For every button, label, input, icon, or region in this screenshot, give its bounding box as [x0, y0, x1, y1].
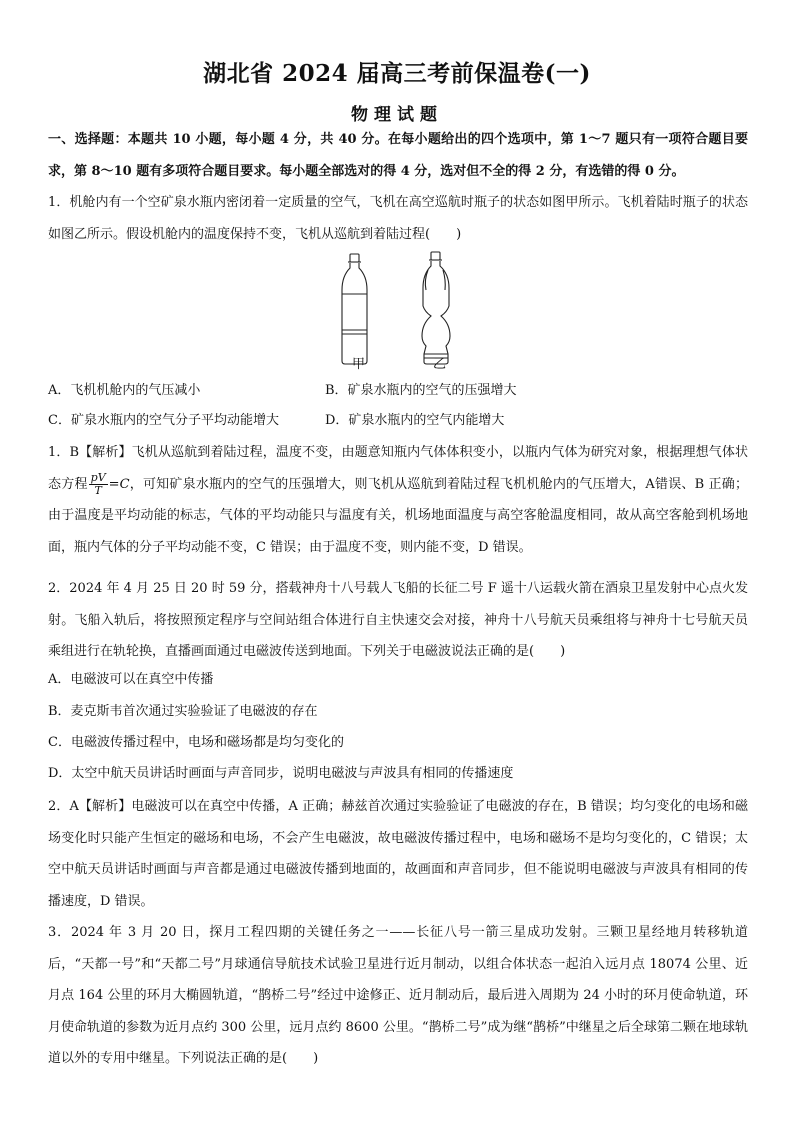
question-1-answer [48, 437, 748, 563]
page-title: 湖北省 2024 届高三考前保温卷(一) [203, 60, 591, 87]
answer-1-part2: ，可知矿泉水瓶内的空气的压强增大，则飞机从巡航到着陆过程飞机机舱内的气压增大，A错误、B 正确；由于温度是平均动能的标志，气体的平均动能只与温度有关，机场地面温度与高空客舱温度相同，故从高空客舱到机场地面，瓶内气体的分子平均动能不变，C 错误；由于温度不变，则内能不变，D 错误。 [48, 476, 748, 555]
question-1-stem: 1．机舱内有一个空矿泉水瓶内密闭着一定质量的空气，飞机在高空巡航时瓶子的状态如图甲所示。飞机着陆时瓶子的状态如图乙所示。假设机舱内的温度保持不变，飞机从巡航到着陆过程( ) [48, 195, 748, 242]
bottle-jia-icon [342, 254, 367, 364]
question-2-option-c: C．电磁波传播过程中，电场和磁场都是均匀变化的 [48, 735, 344, 750]
question-1-options-row-1 [48, 375, 748, 406]
answer-1-part1: 1．B【解析】飞机从巡航到着陆过程，温度不变，由题意知瓶内气体体积变小，以瓶内气体为研究对象，根据理想气体状态方程 [48, 445, 748, 492]
option-b: B．矿泉水瓶内的空气的压强增大 [325, 383, 517, 398]
formula-tail: =C [108, 476, 130, 492]
option-a: A．飞机机舱内的气压减小 [48, 383, 201, 398]
question-2-option-a: A．电磁波可以在真空中传播 [48, 672, 214, 687]
option-c: C．矿泉水瓶内的空气分子平均动能增大 [48, 413, 279, 428]
fraction-numerator: pV [90, 470, 106, 484]
option-d: D．矿泉水瓶内的空气内能增大 [325, 413, 505, 428]
question-2-stem: 2．2024 年 4 月 25 日 20 时 59 分，搭载神舟十八号载人飞船的长征二号 F 遥十八运载火箭在酒泉卫星发射中心点火发射。飞船入轨后，将按照预定程序与空间站组合体进行自主快速交会对接，神舟十八号航天员乘组将与神舟十七号航天员乘组进行在轨轮换，直播画面通过电磁波传送到地面。下列关于电磁波说法正确的是( ) [48, 581, 748, 659]
question-2-option-b: B．麦克斯韦首次通过实验验证了电磁波的存在 [48, 704, 318, 719]
bottle-yi-icon [422, 252, 450, 364]
page-subtitle: 物理试题 [351, 105, 443, 125]
fraction-denominator: T [94, 483, 102, 497]
ideal-gas-fraction [89, 472, 108, 497]
question-1-options-row-2 [48, 405, 748, 436]
figure-label-yi: 乙 [433, 357, 447, 372]
question-3-stem: 3．2024 年 3 月 20 日，探月工程四期的关键任务之一——长征八号一箭三星成功发射。三颗卫星经地月转移轨道后，“天都一号”和“天都二号”月球通信导航技术试验卫星进行近月制动，以组合体状态一起泊入远月点 18074 公里、近月点 164 公里的环月大椭圆轨道，“鹊桥二号”经过中途修正、近月制动后，最后进入周期为 24 小时的环月使命轨道，环月使命轨道的参数为近月点约 300 公里，远月点约 8600 公里。“鹊桥二号”成为继“鹊桥”中继星之后全球第二颗在地球轨道以外的专用中继星。下列说法正确的是( ) [48, 925, 748, 1066]
question-2-option-d: D．太空中航天员讲话时画面与声音同步，说明电磁波与声波具有相同的传播速度 [48, 766, 514, 781]
question-2-answer: 2．A【解析】电磁波可以在真空中传播，A 正确；赫兹首次通过实验验证了电磁波的存在，B 错误；均匀变化的电场和磁场变化时只能产生恒定的磁场和电场，不会产生电磁波，故电磁波传播过程中，电场和磁场不是均匀变化的，C 错误；太空中航天员讲话时画面与声音都是通过电磁波传播到地面的，故画面和声音同步，但不能说明电磁波与声波具有相同的传播速度，D 错误。 [48, 799, 748, 909]
section-header: 一、选择题：本题共 10 小题，每小题 4 分，共 40 分。在每小题给出的四个选项中，第 1～7 题只有一项符合题目要求，第 8～10 题有多项符合题目要求。每小题全部选对的得 4 分，选对但不全的得 2 分，有选错的得 0 分。 [48, 132, 748, 179]
figure-label-jia: 甲 [352, 357, 366, 372]
